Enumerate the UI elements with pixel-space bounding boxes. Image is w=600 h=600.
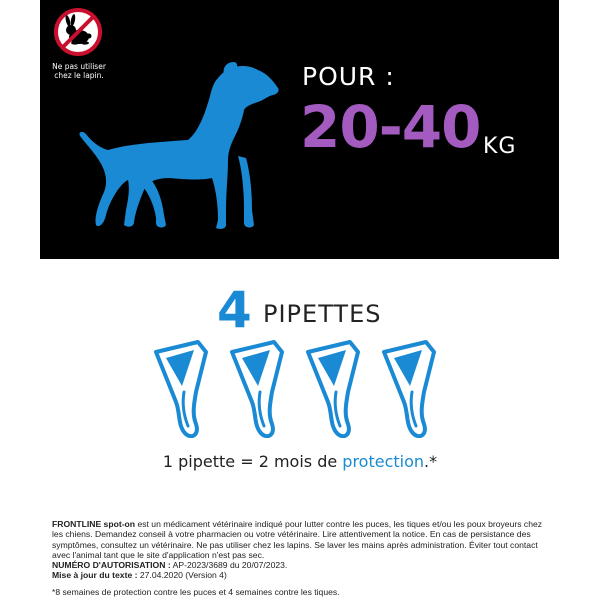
- pipette-count-number: 4: [217, 281, 252, 339]
- text-update-date: Mise à jour du texte : 27.04.2020 (Version 4): [52, 570, 227, 581]
- no-rabbit-icon: [54, 8, 102, 56]
- pipette-icon: [384, 342, 434, 436]
- footnote: *8 semaines de protection contre les puces et 4 semaines contre les tiques.: [52, 586, 340, 597]
- pipette-icon: [232, 342, 282, 436]
- protection-word: protection: [342, 452, 425, 471]
- pipette-icon: [156, 342, 206, 436]
- pipette-count-label: PIPETTES: [263, 300, 382, 328]
- authorization-number: NUMÉRO D'AUTORISATION : AP-2023/3689 du 20/07/2023.: [52, 560, 288, 571]
- legal-notice: [52, 519, 552, 597]
- pipette-icon: [308, 342, 358, 436]
- dog-icon: [68, 60, 288, 235]
- legal-description: FRONTLINE spot-on est un médicament vétérinaire indiqué pour lutter contre les puces, les tiques et/ou les poux broyeurs chez les chiens. Demandez conseil à votre pharmacien ou votre vétérinaire. Lire attentivement la notice. En cas de persistance des symptômes, consultez un vétérinaire. Ne pas utiliser chez les lapins. Se laver les mains après administration. Éviter tout contact avec l'animal tant que le site d'application n'est pas sec.: [52, 519, 543, 560]
- rabbit-warning: Ne pas utiliser chez le lapin.: [52, 62, 106, 80]
- weight-prefix: POUR :: [302, 62, 395, 91]
- hero-banner: [40, 0, 559, 259]
- protection-note: 1 pipette = 2 mois de protection.*: [162, 452, 438, 471]
- pipettes-illustration: [150, 338, 450, 438]
- weight-range: 20-40: [300, 93, 481, 161]
- pipette-count-heading: [0, 282, 600, 338]
- weight-unit: KG: [483, 134, 517, 159]
